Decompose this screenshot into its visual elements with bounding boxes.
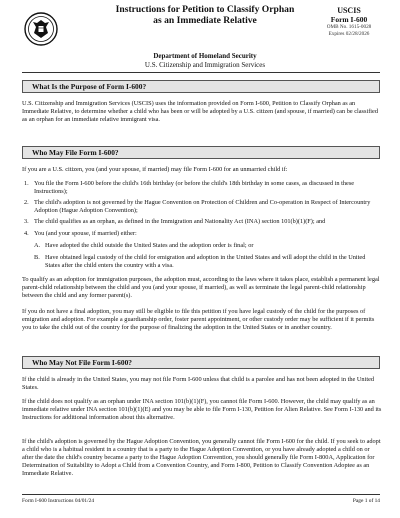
list-item-number: 2. [24, 199, 29, 206]
form-number: Form I-600 [330, 15, 368, 24]
list-item-text: You (and your spouse, if married) either: [34, 230, 137, 237]
purpose-paragraph: U.S. Citizenship and Immigration Services (USCIS) uses the information provided on Form I-600, Petition to Classify Orphan as an Immediate Relative, to determine whether a child who has been or will be adopted by a U.S. citizen (and spouse, if married) can be classified as an orphan for an immediate relative immigrant visa. [22, 100, 379, 124]
footer-divider [22, 494, 380, 495]
who-may-intro: If you are a U.S. citizen, you (and your spouse, if married) may file Form I-600 for an unmarried child if: [22, 166, 288, 173]
agency-name: U.S. Citizenship and Immigration Services [144, 60, 266, 69]
section-heading-purpose [22, 80, 380, 93]
list-item-number: 4. [24, 230, 29, 237]
legal-custody-paragraph: If you do not have a final adoption, you may still be eligible to file this petition if you have legal custody of the child for the purposes of emigration and adoption. For example a guardianship order, foster parent appointment, or other custody order may be sufficient if it permits you to take the child out of the country for the purpose of finalizing the adoption in the United States or in another country. [22, 308, 375, 332]
section-heading-text: Who May File Form I-600? [32, 148, 119, 157]
footer-page-number: Page 1 of 14 [352, 498, 380, 504]
sub-list-item-letter: A. [34, 242, 41, 249]
not-orphan-paragraph: If the child does not qualify as an orphan under INA section 101(b)(1)(F), you cannot file Form I-600. However, the child may qualify as an immediate relative under INA section 101(b)(1)(E) and you may be able to file Form I-130, Petition for Alien Relative. See Form I-130 and its Instructions for additional information about this alternative. [22, 398, 382, 422]
child-in-us-paragraph: If the child is already in the United States, you may not file Form I-600 unless that child is a parolee and has not been adopted in the United States. [22, 376, 375, 392]
footer-form-edition: Form I-600 Instructions 04/01/24 [22, 498, 95, 504]
list-item-text: The child qualifies as an orphan, as defined in the Immigration and Nationality Act (INA) section 101(b)(1)(F); and [34, 218, 326, 225]
hague-convention-paragraph: If the child's adoption is governed by the Hague Adoption Convention, you generally cannot file Form I-600 for the child. If you seek to adopt a child who is a habitual resident in a country that is a party to the Hague Adoption Convention, or you have already adopted a child on or after the date the child's country became a party to the Hague Adoption Convention, you should generally file Form I-800A, Application for Determination of Suitability to Adopt a Child from a Convention Country, and Form I-800, Petition to Classify Convention Adoptee as an Immediate Relative. [22, 438, 381, 478]
department-block [110, 52, 300, 69]
omb-number: OMB No. 1615-0028 [326, 24, 372, 30]
sub-list-item-letter: B. [34, 254, 40, 261]
section-heading-text: What Is the Purpose of Form I-600? [32, 82, 147, 91]
dhs-seal-icon [24, 12, 58, 46]
page-title [110, 4, 300, 26]
adoption-qualification-paragraph: To qualify as an adoption for immigration purposes, the adoption must, according to the laws where it takes place, establish a permanent legal parent-child relationship between the child and you (and your spouse, if married), as well as terminate the legal parent-child relationship between the child and any former parent(s). [22, 276, 380, 300]
section-heading-who-may-not-file [22, 356, 380, 369]
department-name: Department of Homeland Security [153, 52, 257, 60]
expiration-date: Expires 02/28/2026 [328, 30, 370, 37]
sub-list-item-text: Have adopted the child outside the United States and the adoption order is final; or [45, 242, 254, 249]
list-item-number: 1. [24, 180, 29, 187]
document-header [22, 4, 380, 70]
list-item-text: You file the Form I-600 before the child's 16th birthday (or before the child's 18th birthday in some cases, as discussed in these Instructions); [34, 180, 355, 196]
section-heading-who-may-file [22, 146, 380, 159]
form-id-block [318, 6, 380, 37]
list-item-number: 3. [24, 218, 29, 225]
title-line-2: as an Immediate Relative [153, 15, 257, 26]
title-line-1: Instructions for Petition to Classify Orphan [115, 4, 295, 15]
agency-short: USCIS [337, 6, 361, 15]
list-item-text: The child's adoption is not governed by the Hague Convention on Protection of Children and Co-operation in Respect of Intercountry Adoption (Hague Adoption Convention); [34, 199, 371, 215]
sub-list-item-text: Have obtained legal custody of the child for emigration and adoption in the United States and will adopt the child in the United States after the child enters the country with a visa. [45, 254, 366, 270]
section-heading-text: Who May Not File Form I-600? [32, 358, 132, 367]
header-divider [22, 72, 380, 73]
